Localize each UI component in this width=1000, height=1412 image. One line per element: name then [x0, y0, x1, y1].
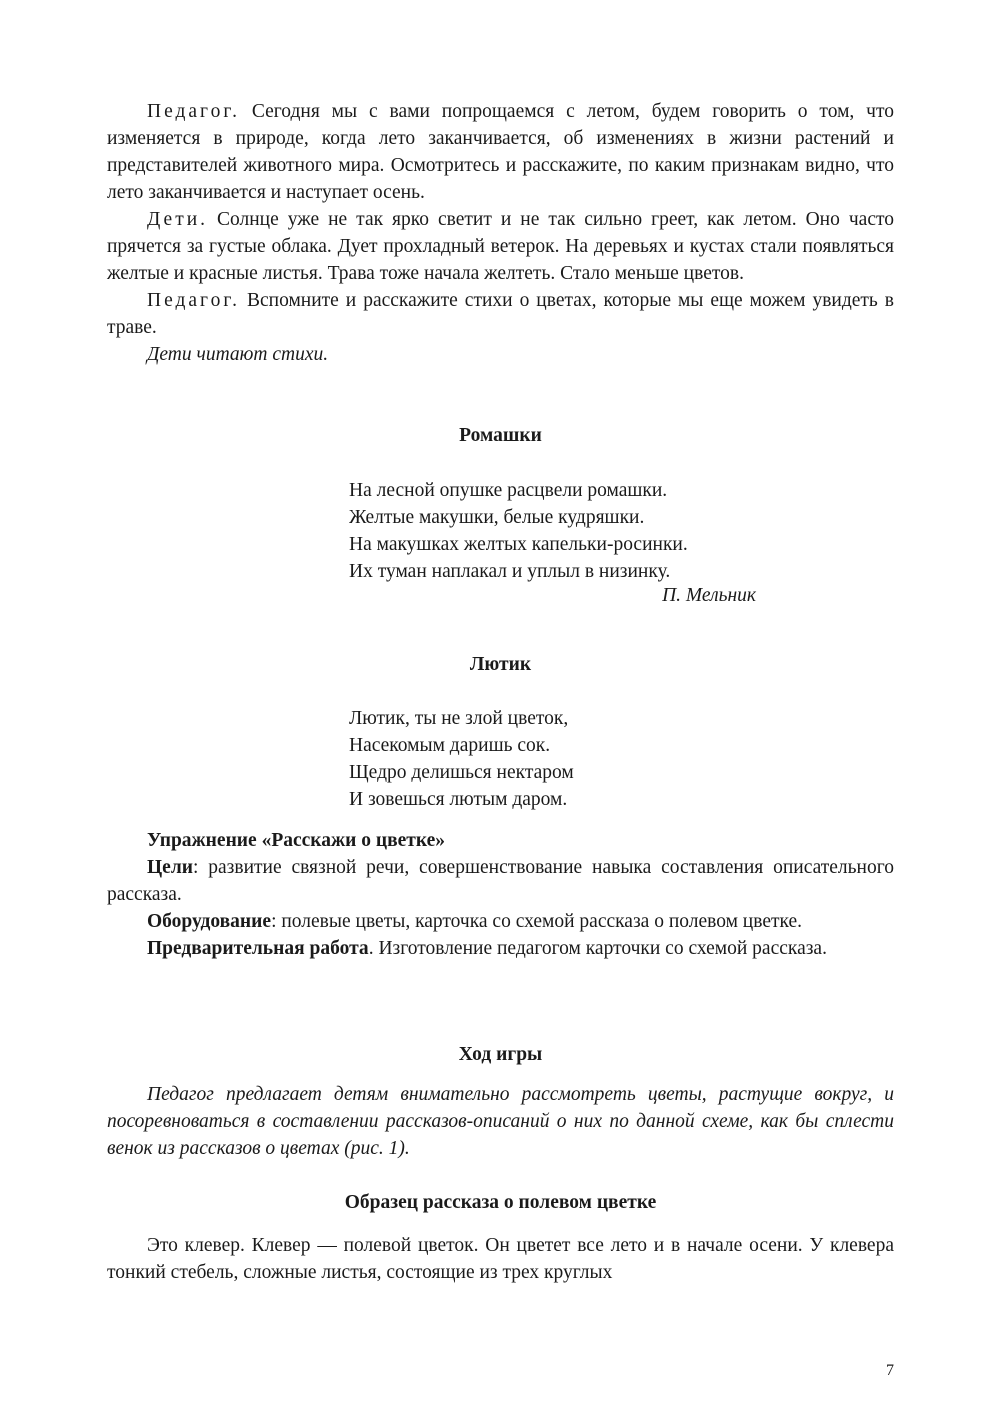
sample-title-wrap	[107, 1189, 894, 1216]
exercise-title: Упражнение «Расскажи о цветке»	[147, 830, 446, 851]
speaker-label: Педагог.	[147, 101, 240, 122]
poem-title: Ромашки	[459, 425, 542, 446]
poem-line: На макушках желтых капельки-росинки.	[349, 534, 688, 555]
poem-title: Лютик	[469, 654, 532, 675]
section-title: Ход игры	[458, 1044, 543, 1065]
poem-author: П. Мельник	[662, 585, 756, 606]
speaker-label: Педагог.	[147, 290, 240, 311]
paragraph: Педагог. Вспомните и расскажите стихи о цветах, которые мы еще можем увидеть в траве.	[107, 290, 894, 338]
paragraph: Педагог предлагает детям внимательно рассмотреть цветы, растущие вокруг, и посоревноваться в составлении рассказов-описаний о них по данной схеме, как бы сплести венок из рассказов о цветах (рис. 1).	[107, 1084, 894, 1159]
sample-block	[107, 1232, 894, 1286]
equipment-label: Оборудование	[147, 911, 272, 932]
poem2-title-wrap	[107, 651, 894, 678]
paragraph: Дети. Солнце уже не так ярко светит и не так сильно греет, как летом. Оно часто прячется за густые облака. Дует прохладный ветерок. На деревьях и кустах стали появляться желтые и красные листья. Трава тоже начала желтеть. Стало меньше цветов.	[107, 209, 894, 284]
stage-direction: Дети читают стихи.	[147, 344, 329, 365]
poem-line: Желтые макушки, белые кудряшки.	[349, 507, 645, 528]
paragraph: Оборудование: полевые цветы, карточка со схемой рассказа о полевом цветке.	[147, 911, 803, 932]
paragraph: Педагог. Сегодня мы с вами попрощаемся с летом, будем говорить о том, что изменяется в природе, когда лето заканчивается, об изменениях в жизни растений и представителей животного мира. Осмотритесь и расскажите, по каким признакам видно, что лето заканчивается и наступает осень.	[107, 101, 894, 203]
goals-label: Цели	[147, 857, 193, 878]
speaker-label: Дети.	[147, 209, 209, 230]
poem-line: Щедро делишься нектаром	[349, 762, 574, 783]
exercise-block	[107, 827, 894, 962]
intro-block	[107, 98, 894, 368]
poem2-lines	[349, 705, 574, 813]
poem-line: Насекомым даришь сок.	[349, 735, 551, 756]
game-title-wrap	[107, 1041, 894, 1068]
paragraph: Цели: развитие связной речи, совершенствование навыка составления описательного рассказа.	[107, 857, 894, 905]
poem1-lines	[349, 477, 688, 585]
prep-label: Предварительная работа	[147, 938, 369, 959]
paragraph: Это клевер. Клевер — полевой цветок. Он цветет все лето и в начале осени. У клевера тонкий стебель, сложные листья, состоящие из трех круглых	[107, 1235, 894, 1283]
page-number: 7	[886, 1362, 894, 1379]
poem-line: На лесной опушке расцвели ромашки.	[349, 480, 668, 501]
paragraph: Предварительная работа. Изготовление педагогом карточки со схемой рассказа.	[147, 938, 827, 959]
poem1-title-wrap	[107, 422, 894, 449]
poem-line: Их туман наплакал и уплыл в низинку.	[349, 561, 671, 582]
game-block	[107, 1081, 894, 1162]
section-title: Образец рассказа о полевом цветке	[344, 1192, 657, 1213]
poem-line: Лютик, ты не злой цветок,	[349, 708, 569, 729]
poem-line: И зовешься лютым даром.	[349, 789, 568, 810]
